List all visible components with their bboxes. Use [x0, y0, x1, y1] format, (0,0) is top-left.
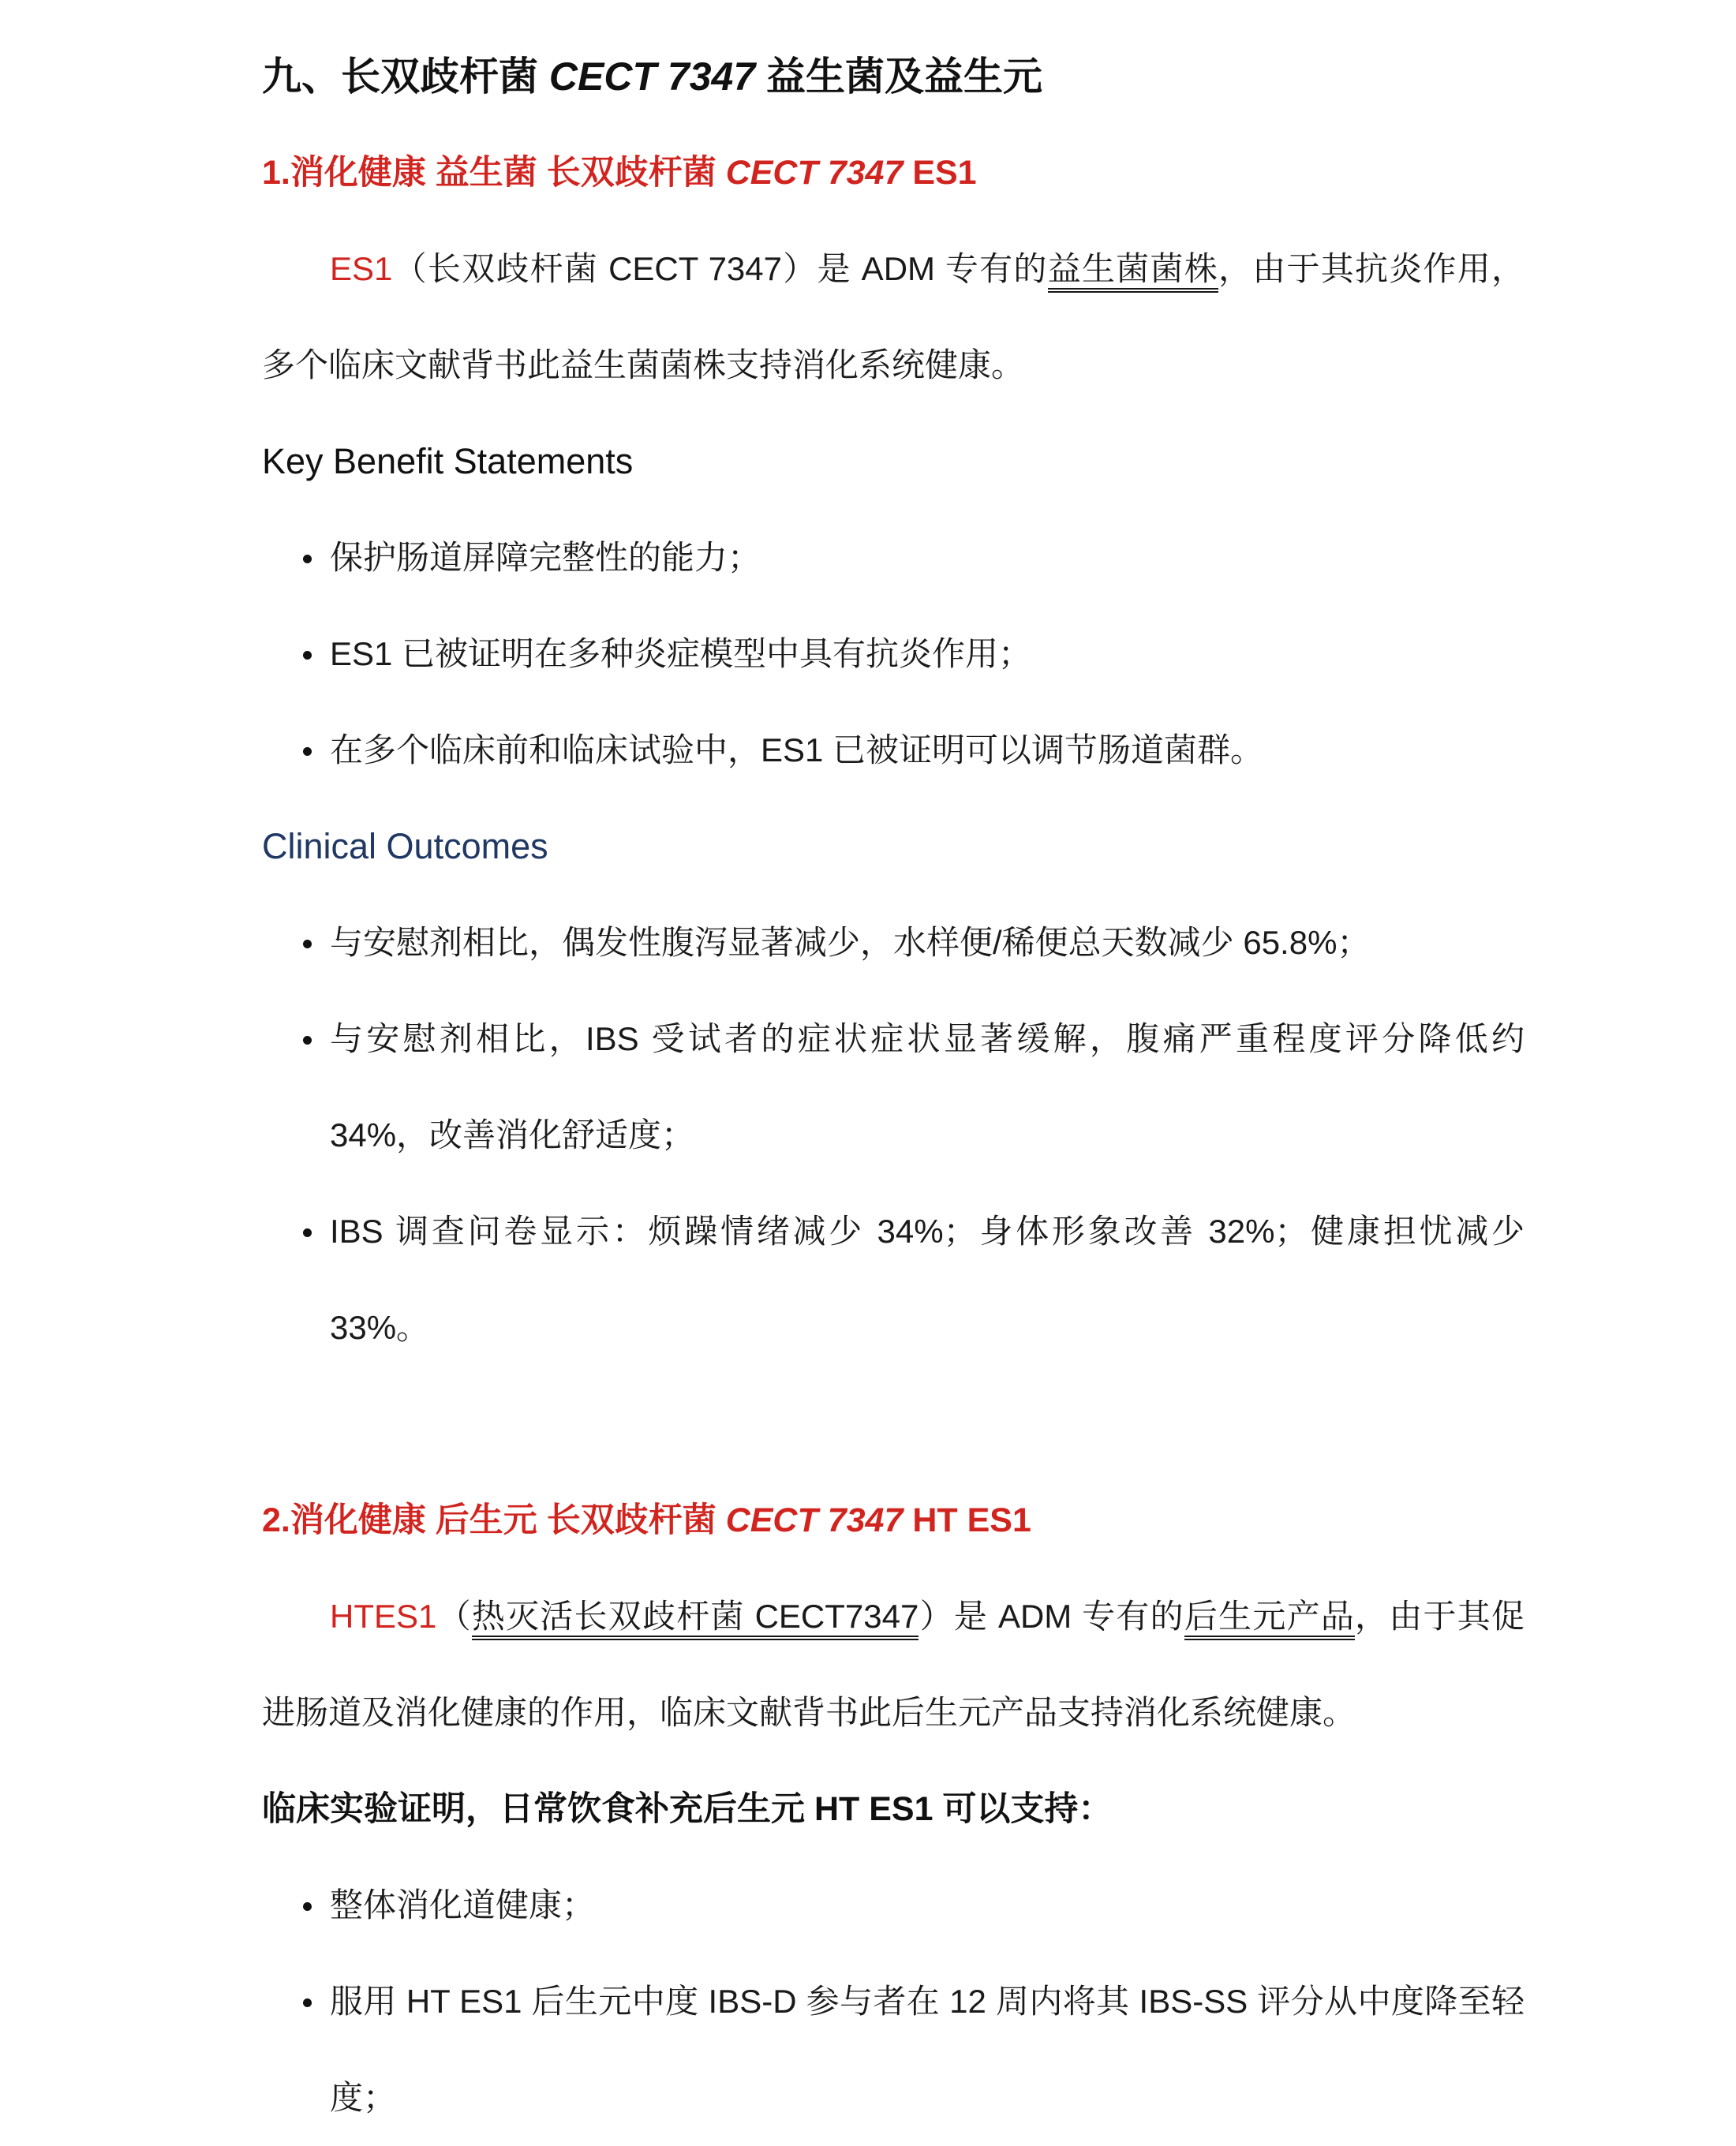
bullet-dot — [303, 555, 312, 563]
benefit-item — [262, 606, 1525, 702]
claims-heading: 临床实验证明，日常饮食补充后生元 HT ES1 可以支持： — [262, 1790, 1113, 1828]
benefit-item — [262, 510, 1525, 606]
section1-intro-pre: （长双歧杆菌 CECT 7347）是 ADM 专有的 — [392, 250, 1048, 287]
claim-item-text: 整体消化道健康； — [330, 1886, 596, 1924]
benefit-item — [262, 702, 1525, 798]
outcomes-list — [262, 895, 1525, 1376]
title-text-post: 益生菌及益生元 — [755, 54, 1043, 99]
bullet-dot — [303, 651, 312, 660]
bullet-dot — [303, 1228, 312, 1237]
claim-item — [262, 1953, 1525, 2146]
section2-intro-mid: ）是 ADM 专有的 — [919, 1598, 1184, 1635]
section2-intro-open: （ — [436, 1598, 472, 1635]
claim-item — [262, 1857, 1525, 1953]
section1-heading-post: ES1 — [903, 154, 977, 192]
outcome-item — [262, 1183, 1525, 1376]
underlined-postbiotic-product: 后生元产品 — [1184, 1598, 1355, 1640]
outcome-item-text: IBS 调查问卷显示：烦躁情绪减少 34%；身体形象改善 32%；健康担忧减少 33%。 — [330, 1213, 1525, 1346]
section1-heading-pre: 1.消化健康 益生菌 长双歧杆菌 — [262, 154, 726, 192]
bullet-dot — [303, 747, 312, 756]
claims-list — [262, 1857, 1525, 2146]
es1-lead-label: ES1 — [330, 250, 393, 287]
section2-heading-strain-code: CECT 7347 — [725, 1501, 904, 1539]
bullet-dot — [303, 1902, 312, 1911]
section1-intro-rest: ，由于其抗炎作用，多个临床文献背书此益生菌菌株支持消化系统健康。 — [262, 250, 1525, 383]
underlined-heat-treated-strain: 热灭活长双歧杆菌 CECT7347 — [472, 1598, 919, 1640]
benefit-item-text: 在多个临床前和临床试验中，ES1 已被证明可以调节肠道菌群。 — [330, 731, 1264, 768]
section1-intro-paragraph — [262, 221, 1525, 413]
section1-heading-strain-code: CECT 7347 — [725, 154, 904, 192]
benefits-list — [262, 510, 1525, 798]
bullet-dot — [303, 940, 312, 948]
outcome-item-text: 与安慰剂相比，IBS 受试者的症状症状显著缓解，腹痛严重程度评分降低约 34%，改善消化舒适度； — [330, 1020, 1525, 1153]
section1-heading — [262, 125, 1525, 221]
outcomes-heading: Clinical Outcomes — [262, 826, 548, 866]
outcome-item — [262, 991, 1525, 1183]
section2-intro-rest: ，由于其促进肠道及消化健康的作用，临床文献背书此后生元产品支持消化系统健康。 — [262, 1598, 1525, 1731]
benefits-heading: Key Benefit Statements — [262, 441, 634, 481]
section2-heading-pre: 2.消化健康 后生元 长双歧杆菌 — [262, 1501, 726, 1539]
bullet-dot — [303, 1998, 312, 2007]
title-text-pre: 九、长双歧杆菌 — [262, 54, 549, 99]
title-strain-code: CECT 7347 — [548, 54, 756, 99]
bullet-dot — [303, 1036, 312, 1045]
section2-heading-post: HT ES1 — [903, 1501, 1031, 1539]
underlined-probiotic-strain: 益生菌菌株 — [1048, 250, 1218, 293]
section2-heading — [262, 1472, 1525, 1568]
section2-intro-paragraph — [262, 1568, 1525, 1761]
benefit-item-text: 保护肠道屏障完整性的能力； — [330, 539, 761, 576]
htes1-lead-label: HTES1 — [330, 1598, 437, 1635]
outcome-item — [262, 895, 1525, 991]
benefit-item-text: ES1 已被证明在多种炎症模型中具有抗炎作用； — [330, 635, 1032, 672]
claim-item-text: 服用 HT ES1 后生元中度 IBS-D 参与者在 12 周内将其 IBS-SS 评分从中度降至轻度； — [330, 1983, 1525, 2116]
document-title — [262, 28, 1525, 125]
outcome-item-text: 与安慰剂相比，偶发性腹泻显著减少，水样便/稀便总天数减少 65.8%； — [330, 924, 1371, 961]
